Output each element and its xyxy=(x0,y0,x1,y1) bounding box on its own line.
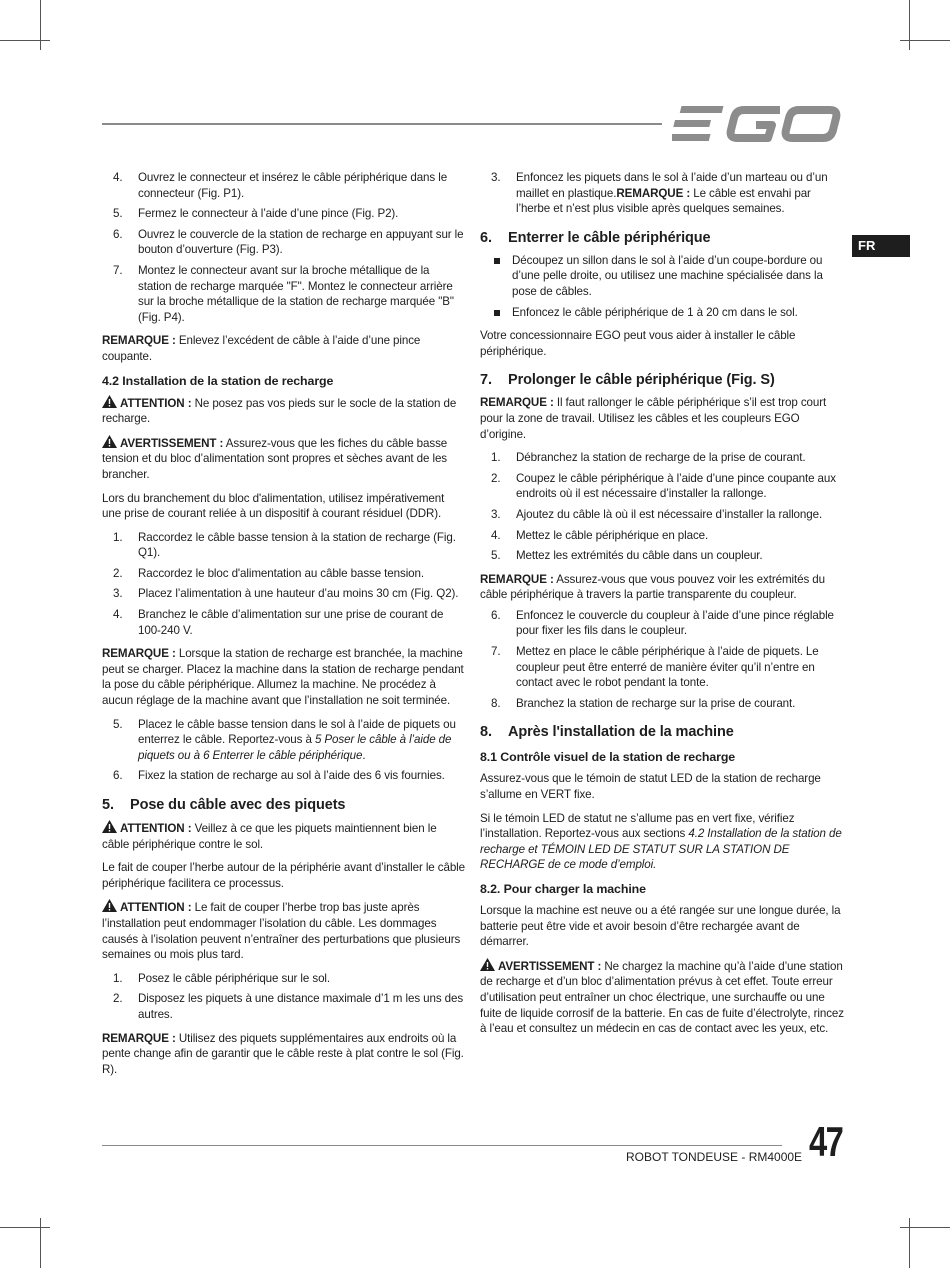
list-item: 2. Coupez le câble périphérique à l’aide d’une pince coupante aux endroits où il est nécessaire d’installer la rallonge. xyxy=(491,471,836,501)
list-item: 4. Mettez le câble périphérique en place. xyxy=(491,528,709,542)
list-item: 5. Mettez les extrémités du câble dans un coupleur. xyxy=(491,549,763,563)
list-item: 7. Mettez en place le câble périphérique à l’aide de piquets. Le coupleur peut être enterré de manière éviter qu’il n’entre en contact avec le robot pendant la tonte. xyxy=(491,645,819,690)
body-paragraph: Lors du branchement du bloc d'alimentation, utilisez impérativement une prise de courant reliée à un dispositif à courant résiduel (DDR). xyxy=(102,491,445,521)
warning-paragraph: AVERTISSEMENT : Ne chargez la machine qu’à l’aide d’une station de recharge et d’un bloc d’alimentation prévus à cet effet. Toute erreur d’utilisation peut entraîner un choc électrique, une surchauffe ou une fuite de liquide corrosif de la batterie. En cas de fuite d’électrolyte, rincez à l’eau et consultez un médecin en cas de contact avec les yeux, etc. xyxy=(480,959,844,1036)
body-paragraph: Lorsque la machine est neuve ou a été rangée sur une longue durée, la batterie peut être vide et avoir besoin d’être rechargée avant de démarrer. xyxy=(480,904,841,949)
bullet-item: Enfoncez le câble périphérique de 1 à 20 cm dans le sol. xyxy=(480,305,845,321)
list-item: 8. Branchez la station de recharge sur la prise de courant. xyxy=(491,696,796,710)
list-item: 5. Placez le câble basse tension dans le sol à l’aide de piquets ou enterrez le câble. Reportez-vous à 5 Poser le câble à l’aide de piquets ou à 6 Enterrer le câble périphérique. xyxy=(113,717,456,762)
note-paragraph: REMARQUE : Assurez-vous que vous pouvez voir les extrémités du câble périphérique à travers la partie transparente du coupleur. xyxy=(480,572,825,602)
cross-reference-link[interactable]: 4.2 Installation de la station de recharge et TÉMOIN LED DE STATUT SUR LA STATION DE RECHARGE de ce mode d’emploi. xyxy=(480,827,842,872)
section-heading-8: 8. Après l'installation de la machine xyxy=(480,724,734,741)
list-item: 4. Branchez le câble d’alimentation sur une prise de courant de 100-240 V. xyxy=(113,608,444,637)
section-heading-8-1: 8.1 Contrôle visuel de la station de recharge xyxy=(480,750,736,765)
note-paragraph: REMARQUE : Enlevez l’excédent de câble à l’aide d’une pince coupante. xyxy=(102,334,421,363)
stake-steps-list-cont xyxy=(480,170,845,217)
section-heading-5: 5. Pose du câble avec des piquets xyxy=(102,797,346,813)
list-item: 5. Fermez le connecteur à l’aide d’une pince (Fig. P2). xyxy=(113,207,399,221)
footer-title: ROBOT TONDEUSE - RM4000E xyxy=(626,1150,803,1164)
crop-mark xyxy=(909,1218,910,1268)
bullet-item: Découpez un sillon dans le sol à l’aide d’un coupe-bordure ou d’une pelle droite, ou utilisez une machine spécialisée dans la pose de câbles. xyxy=(480,253,845,300)
warning-triangle-icon xyxy=(102,899,117,912)
crop-mark xyxy=(0,40,50,41)
stake-steps-list xyxy=(102,971,465,1023)
crop-mark xyxy=(909,0,910,50)
header-rule xyxy=(102,123,662,125)
page-number: 47 xyxy=(809,1118,843,1165)
list-item: 3. Placez l’alimentation à une hauteur d’au moins 30 cm (Fig. Q2). xyxy=(113,587,459,601)
list-item: 2. Disposez les piquets à une distance maximale d’1 m les uns des autres. xyxy=(113,992,464,1021)
list-item: 6. Ouvrez le couvercle de la station de recharge en appuyant sur le bouton d’ouverture (Fig. P3). xyxy=(113,227,464,257)
note-paragraph: REMARQUE : Lorsque la station de recharge est branchée, la machine peut se charger. Placez la machine dans la station de recharge pendant la pose du câble périphérique. Allumez la machine. Ne procédez à aucun réglage de la machine avant que l’installation ne soit terminée. xyxy=(102,647,464,708)
section-heading-7: 7. Prolonger le câble périphérique (Fig. S) xyxy=(480,372,775,389)
ego-logo xyxy=(672,104,844,144)
body-paragraph: Votre concessionnaire EGO peut vous aider à installer le câble périphérique. xyxy=(480,329,796,358)
bullet-square-icon xyxy=(494,258,500,264)
list-item: 6. Enfoncez le couvercle du coupleur à l’aide d’une pince réglable pour fixer les fils dans le coupleur. xyxy=(491,608,834,638)
list-item: 3. Enfoncez les piquets dans le sol à l’aide d’un marteau ou d’un maillet en plastique.REMARQUE : Le câble est envahi par l’herbe et n’est plus visible après quelques semaines. xyxy=(491,171,828,216)
crop-mark xyxy=(40,0,41,50)
bury-bullets xyxy=(480,253,845,320)
warning-triangle-icon xyxy=(102,395,117,408)
list-item: 4. Ouvrez le connecteur et insérez le câble périphérique dans le connecteur (Fig. P1). xyxy=(113,171,448,200)
note-paragraph: REMARQUE : Utilisez des piquets supplémentaires aux endroits où la pente change afin de garantir que le câble reste à plat contre le sol (Fig. R). xyxy=(102,1031,464,1076)
note-paragraph: REMARQUE : Il faut rallonger le câble périphérique s’il est trop court pour la zone de travail. Utilisez les câbles et les coupleurs EGO d’origine. xyxy=(480,396,827,441)
list-item: 1. Débranchez la station de recharge de la prise de courant. xyxy=(491,451,806,465)
right-column xyxy=(480,170,845,1045)
warning-triangle-icon xyxy=(102,820,117,833)
extend-steps-list-cont xyxy=(480,608,845,712)
attention-paragraph: ATTENTION : Ne posez pas vos pieds sur le socle de la station de recharge. xyxy=(102,396,457,426)
list-item: 1. Posez le câble périphérique sur le sol. xyxy=(113,971,331,985)
station-steps-list-cont xyxy=(102,717,465,784)
section-heading-6: 6. Enterrer le câble périphérique xyxy=(480,229,711,246)
language-tab: FR xyxy=(852,235,910,257)
list-item: 7. Montez le connecteur avant sur la broche métallique de la station de recharge marquée "F". Montez le connecteur arrière sur la broche métallique de la station de recharge marquée "B" (Fig. P4). xyxy=(113,263,454,324)
list-item: 3. Ajoutez du câble là où il est nécessaire d’installer la rallonge. xyxy=(491,507,823,521)
warning-triangle-icon xyxy=(480,958,495,971)
cross-reference-link[interactable]: 5 Poser le câble à l’aide de piquets ou à 6 Enterrer le câble périphérique xyxy=(138,733,452,762)
left-column xyxy=(102,170,465,1085)
crop-mark xyxy=(40,1218,41,1268)
extend-steps-list xyxy=(480,450,845,564)
station-steps-list xyxy=(102,530,465,639)
warning-paragraph: AVERTISSEMENT : Assurez-vous que les fiches du câble basse tension et du bloc d’alimentation sont propres et sèches avant de les brancher. xyxy=(102,436,448,481)
attention-paragraph: ATTENTION : Veillez à ce que les piquets maintiennent bien le câble périphérique contre le sol. xyxy=(102,822,437,851)
section-heading-8-2: 8.2. Pour charger la machine xyxy=(480,882,646,896)
list-item: 6. Fixez la station de recharge au sol à l’aide des 6 vis fournies. xyxy=(113,769,445,783)
body-paragraph: Assurez-vous que le témoin de statut LED de la station de recharge s’allume en VERT fixe. xyxy=(480,772,821,802)
crop-mark xyxy=(900,1227,950,1228)
section-heading-4-2: 4.2 Installation de la station de recharge xyxy=(102,373,334,388)
bullet-square-icon xyxy=(494,310,500,316)
warning-triangle-icon xyxy=(102,435,117,448)
crop-mark xyxy=(0,1227,50,1228)
list-item: 2. Raccordez le bloc d'alimentation au câble basse tension. xyxy=(113,566,424,580)
footer-rule xyxy=(102,1145,782,1146)
install-steps-list xyxy=(102,170,465,325)
crop-mark xyxy=(900,40,950,41)
attention-paragraph: ATTENTION : Le fait de couper l’herbe trop bas juste après l’installation peut endommager l’isolation du câble. Les dommages causés à l’isolation peuvent n’entraîner des perturbations que plusieurs semaines ou mois plus tard. xyxy=(102,901,461,962)
body-paragraph: Si le témoin LED de statut ne s’allume pas en vert fixe, vérifiez l’installation. Reportez-vous aux sections 4.2 Installation de la station de recharge et TÉMOIN LED DE STATUT SUR LA STATION DE RECHARGE de ce mode d’emploi. xyxy=(480,811,842,872)
body-paragraph: Le fait de couper l’herbe autour de la périphérie avant d’installer le câble périphérique facilitera ce processus. xyxy=(102,861,465,890)
list-item: 1. Raccordez le câble basse tension à la station de recharge (Fig. Q1). xyxy=(113,530,456,560)
